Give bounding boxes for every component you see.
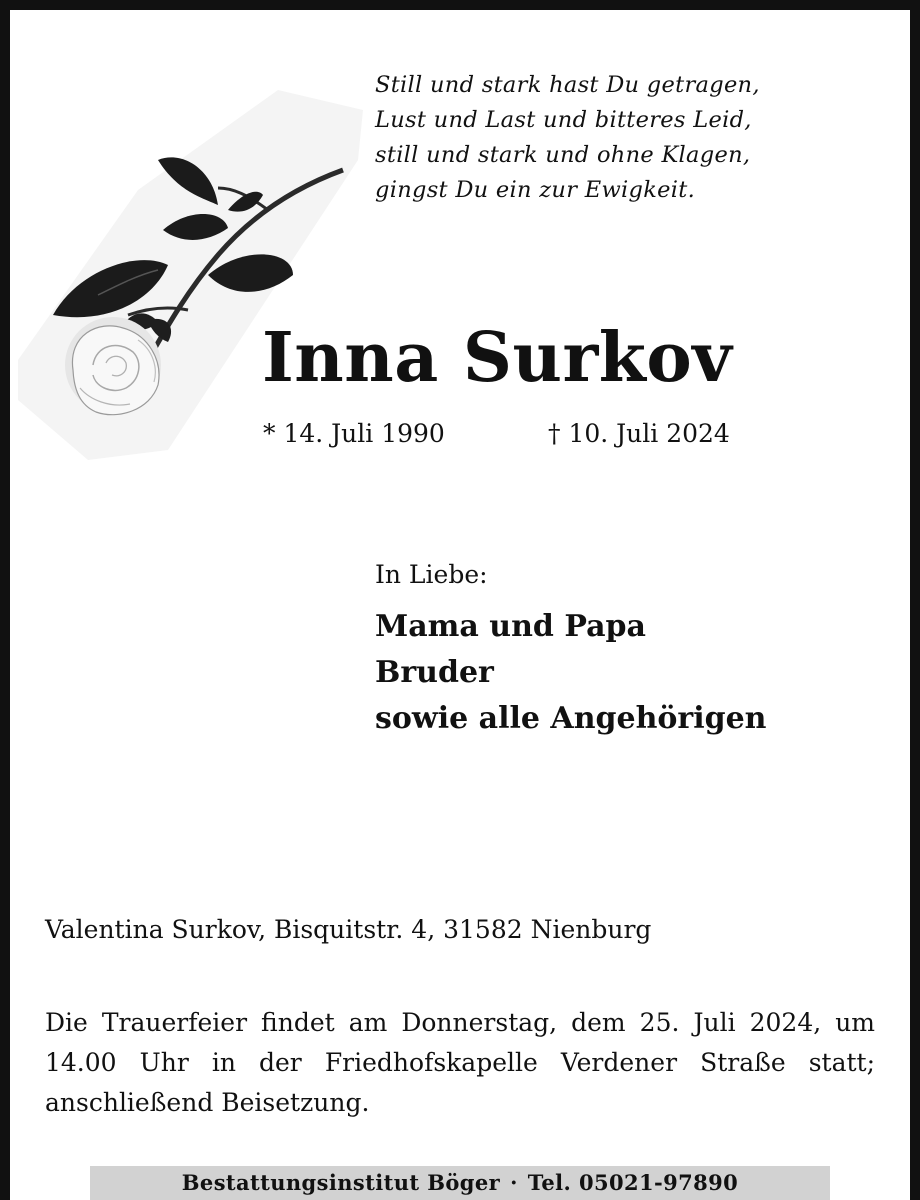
rose-illustration [18,70,378,470]
mourner-name: Mama und Papa [375,609,646,644]
mourner-name: sowie alle Angehörigen [375,701,767,736]
deceased-name: Inna Surkov [262,318,733,398]
poem-line: still und stark und ohne Klagen, [375,142,751,168]
death-date: † 10. Juli 2024 [548,419,730,448]
contact-address: Valentina Surkov, Bisquitstr. 4, 31582 Nienburg [45,915,652,944]
poem [375,68,760,208]
mourners-intro: In Liebe: [375,560,488,589]
funeral-home-phone: Tel. 05021-97890 [527,1170,739,1195]
birth-date: * 14. Juli 1990 [263,419,445,448]
footer-separator: · [510,1170,518,1195]
poem-line: gingst Du ein zur Ewigkeit. [375,177,696,203]
poem-line: Lust und Last und bitteres Leid, [375,107,752,133]
service-details: Die Trauerfeier findet am Donnerstag, dem 25. Juli 2024, um 14.00 Uhr in der Friedhofskapelle Verdener Straße statt; anschließend Beisetzung. [45,1008,875,1117]
poem-line: Still und stark hast Du getragen, [375,72,760,98]
funeral-home-footer [90,1166,830,1200]
mourner-name: Bruder [375,655,494,690]
funeral-home-name: Bestattungsinstitut Böger [181,1170,501,1195]
mourners-list [375,604,766,742]
